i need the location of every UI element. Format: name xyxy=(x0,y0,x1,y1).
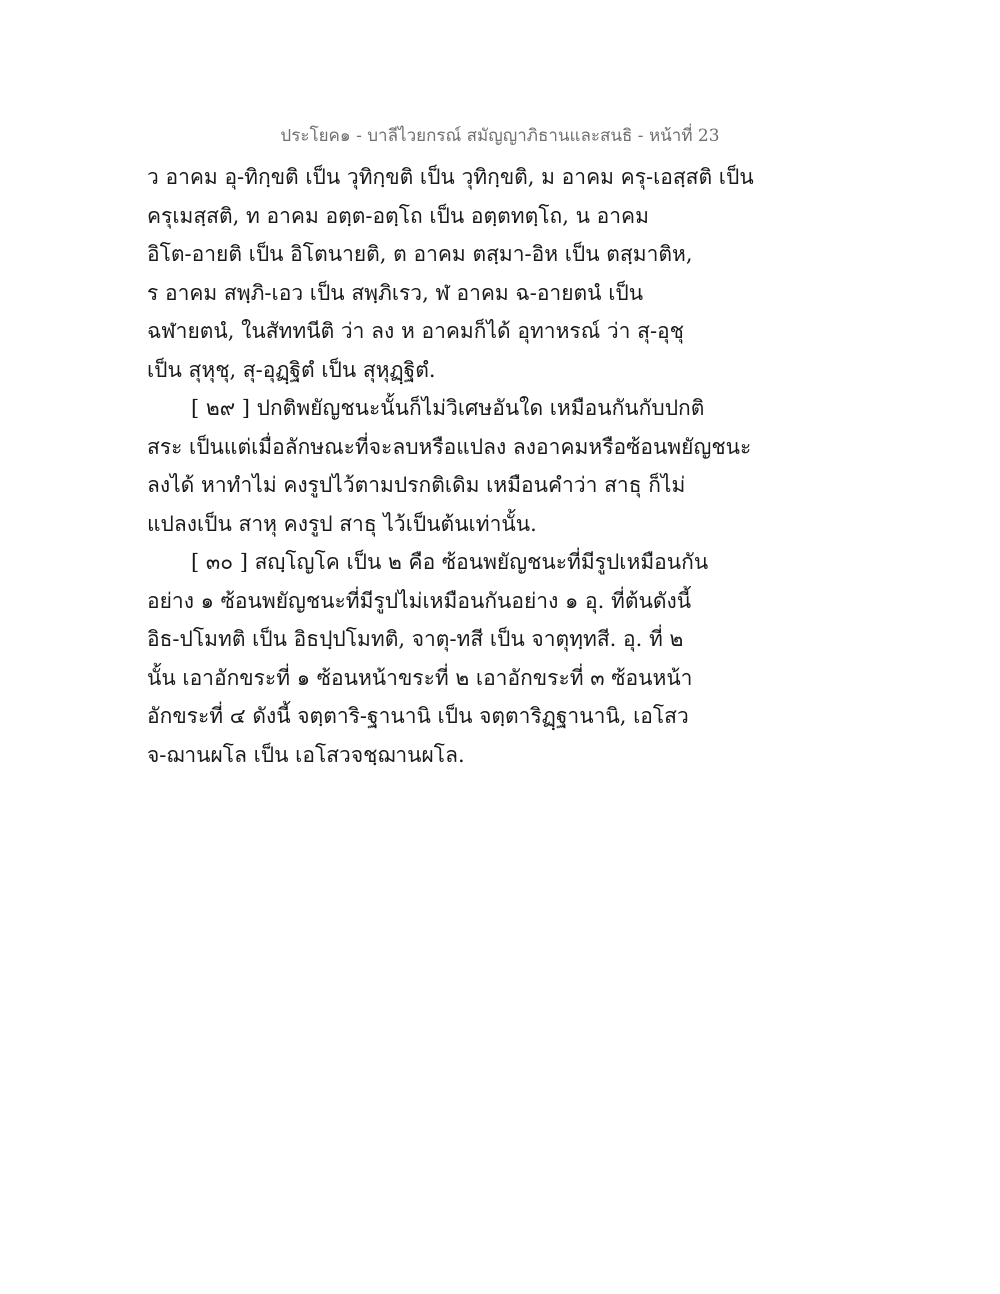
paragraph-29-start: [ ๒๙ ] ปกติพยัญชนะนั้นก็ไม่วิเศษอันใด เหมือนกันกับปกติ xyxy=(191,396,705,420)
text-line: ร อาคม สพฺภิ-เอว เป็น สพฺภิเรว, ฬ อาคม ฉ-อายตนํ เป็น xyxy=(147,280,644,305)
text-line: อิโต-อายติ เป็น อิโตนายติ, ต อาคม ตสฺมา-อิห เป็น ตสฺมาติห, xyxy=(147,242,693,266)
text-line: สระ เป็นแต่เมื่อลักษณะที่จะลบหรือแปลง ลงอาคมหรือซ้อนพยัญชนะ xyxy=(147,434,752,459)
text-line: อักขระที่ ๔ ดังนี้ จตฺตาริ-ฐานานิ เป็น จตฺตาริฏฺฐานานิ, เอโสว xyxy=(147,704,689,728)
text-line: จ-ฌานผโล เป็น เอโสวจชฺฌานผโล. xyxy=(147,742,465,767)
text-line: ฉฬายตนํ, ในสัททนีติ ว่า ลง ห อาคมก็ได้ อุทาหรณ์ ว่า สุ-อุชุ xyxy=(147,319,684,343)
text-line: ลงได้ หาทำไม่ คงรูปไว้ตามปรกติเดิม เหมือนคำว่า สาธุ ก็ไม่ xyxy=(147,473,686,497)
paragraph-30-start: [ ๓๐ ] สญฺโญโค เป็น ๒ คือ ซ้อนพยัญชนะที่มีรูปเหมือนกัน xyxy=(191,550,709,574)
text-line: อิธ-ปโมทติ เป็น อิธปฺปโมทติ, จาตุ-ทสี เป็น จาตุทฺทสี. อุ. ที่ ๒ xyxy=(147,627,684,651)
page-header: ประโยค๑ - บาลีไวยกรณ์ สมัญญาภิธานและสนธิ - หน้าที่ 23 xyxy=(280,126,720,146)
body-text xyxy=(147,158,867,774)
text-line: เป็น สุหุชุ, สุ-อุฏฺฐิตํ เป็น สุหุฏฺฐิตํ. xyxy=(147,357,436,382)
text-line: ว อาคม อุ-ทิกฺขติ เป็น วุทิกฺขติ เป็น วุทิกฺขติ, ม อาคม ครุ-เอสฺสติ เป็น xyxy=(147,165,754,189)
text-line: แปลงเป็น สาหุ คงรูป สาธุ ไว้เป็นต้นเท่านั้น. xyxy=(147,511,537,536)
text-line: นั้น เอาอักขระที่ ๑ ซ้อนหน้าขระที่ ๒ เอาอักขระที่ ๓ ซ้อนหน้า xyxy=(147,665,693,690)
text-line: ครุเมสฺสติ, ท อาคม อตฺต-อตฺโถ เป็น อตฺตทตฺโถ, น อาคม xyxy=(147,203,649,228)
text-line: อย่าง ๑ ซ้อนพยัญชนะที่มีรูปไม่เหมือนกันอย่าง ๑ อุ. ที่ต้นดังนี้ xyxy=(147,588,692,613)
